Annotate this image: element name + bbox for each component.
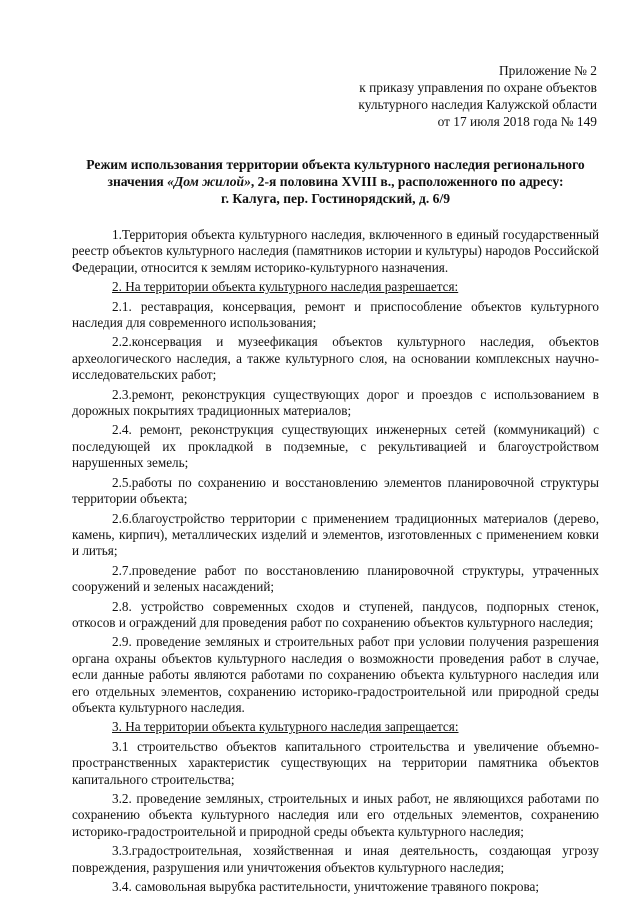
appendix-number: Приложение № 2 (498, 63, 597, 78)
paragraph-3-4: 3.4. самовольная вырубка растительности, уничтожение травяного покрова; (112, 879, 540, 895)
appendix-date: от 17 июля 2018 года № 149 (437, 114, 597, 129)
paragraph-2-9: 2.9. проведение земляных и строительных работ при условии получения разрешения органа охраны объектов культурного наследия о возможности проведения работ в случае, если данные работы являются работами по сохранению объекта культурного наследия или его отдельных элементов, сохранению историко-градостроительной или природной среды объекта культурного наследия. (72, 634, 599, 715)
title-address: г. Калуга, пер. Гостинорядский, д. 6/9 (220, 191, 451, 206)
paragraph-2-5: 2.5.работы по сохранению и восстановлению элементов планировочной структуры территории объекта; (72, 474, 599, 507)
paragraph-2-6: 2.6.благоустройство территории с применением традиционных материалов (дерево, камень, кирпич), металлических изделий и элементов, изготовленных с применением ковки и литья; (72, 510, 599, 559)
title-part1: Режим использования территории объекта культурного наследия регионального значения (86, 157, 585, 189)
section-heading-2: 2. На территории объекта культурного наследия разрешается: (112, 279, 459, 295)
paragraph-2-8: 2.8. устройство современных сходов и ступеней, пандусов, подпорных стенок, откосов и ограждений для проведения работ по сохранению объектов культурного наследия; (72, 598, 599, 630)
paragraph-2-1: 2.1. реставрация, консервация, ремонт и приспособление объектов культурного наследия для современного использования; (72, 298, 599, 331)
title-lines (72, 156, 599, 190)
paragraph-3-1: 3.1 строительство объектов капитального строительства и увеличение объемно-пространственных характеристик существующих на территории памятника объектов капитального строительства; (72, 738, 599, 787)
section-heading-3: 3. На территории объекта культурного наследия запрещается: (112, 719, 459, 735)
paragraph-3-2: 3.2. проведение земляных, строительных и иных работ, не являющихся работами по сохранению объекта культурного наследия или его отдельных элементов, сохранению историко-градостроительной и природной среды объекта культурного наследия; (72, 791, 599, 839)
title-part3: , 2-я половина XVIII в., расположенного по адресу: (250, 174, 564, 189)
paragraph-1: 1.Территория объекта культурного наследия, включенного в единый государственный реестр объектов культурного наследия (памятников истории и культуры) народов Российской Федерации, относится к землям историко-культурного назначения. (72, 227, 599, 275)
appendix-authority: культурного наследия Калужской области (358, 97, 597, 112)
paragraph-2-4: 2.4. ремонт, реконструкция существующих инженерных сетей (коммуникаций) с последующей их прокладкой в подземные, с рекультивацией и благоустройством нарушенных земель; (72, 422, 599, 471)
appendix-order-ref: к приказу управления по охране объектов (359, 80, 597, 95)
document-body (72, 227, 599, 895)
paragraph-2-7: 2.7.проведение работ по восстановлению планировочной структуры, утраченных сооружений и зеленых насаждений; (72, 562, 599, 595)
paragraph-2-2: 2.2.консервация и музеефикация объектов культурного наследия, объектов археологического наследия, а также культурного слоя, на основании комплексных научно-исследовательских работ; (72, 334, 599, 383)
title-object-name: «Дом жилой» (167, 174, 251, 189)
paragraph-2-3: 2.3.ремонт, реконструкция существующих дорог и проездов с использованием в дорожных покрытиях традиционных материалов; (72, 386, 599, 419)
document-title (72, 156, 599, 207)
appendix-block (72, 62, 599, 130)
paragraph-3-3: 3.3.градостроительная, хозяйственная и иная деятельность, создающая угрозу повреждения, разрушения или уничтожения объектов культурного наследия; (72, 843, 599, 875)
